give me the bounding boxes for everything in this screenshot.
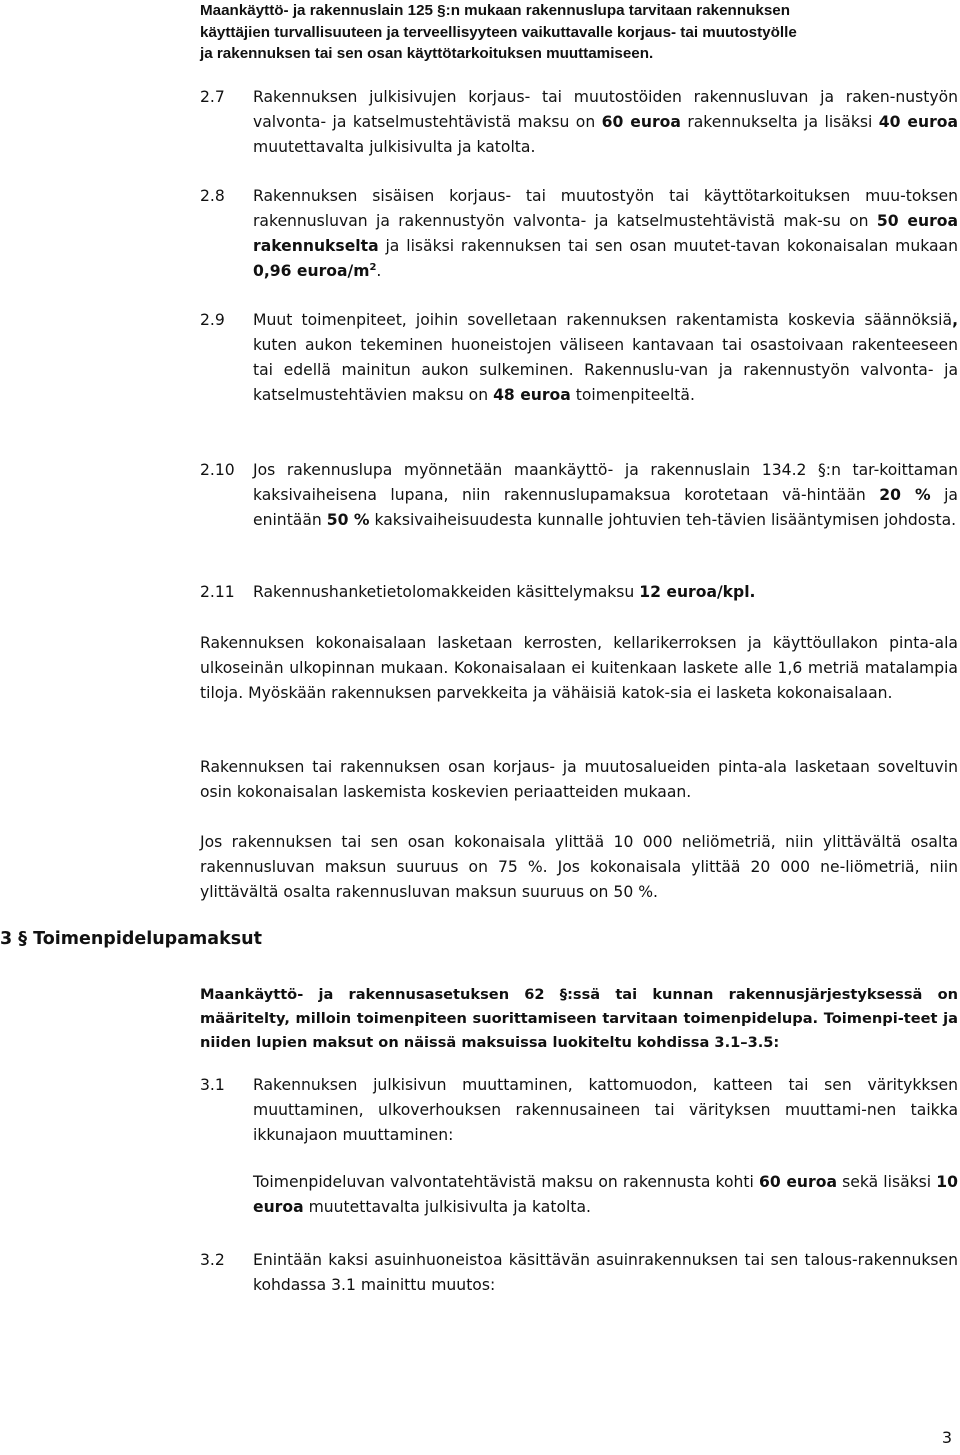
item-2-7 bbox=[200, 85, 958, 160]
page-number: 3 bbox=[941, 1428, 952, 1447]
item-number: 2.7 bbox=[200, 88, 225, 106]
item-number: 2.10 bbox=[200, 461, 235, 479]
item-number: 2.11 bbox=[200, 583, 235, 601]
item-text: Rakennuksen sisäisen korjaus- tai muutostyön tai käyttötarkoituksen muu-toksen rakennusluvan ja rakennustyön valvonta- ja katselmustehtävistä mak-su on 50 euroa rakennukselta ja lisäksi rakennuksen tai sen osan muutet-tavan kokonaisalan mukaan 0,96 euroa/$m^2$. bbox=[253, 187, 958, 280]
ylittaa-paragraph: Jos rakennuksen tai sen osan kokonaisala ylittää 10 000 neliömetriä, niin ylittävältä osalta rakennusluvan maksun suuruus on 75 %. Jos kokonaisala ylittää 20 000 ne-liömetriä, niin ylittävältä osalta rakennusluvan maksun suuruus on 50 %. bbox=[200, 833, 958, 901]
item-text: Rakennuksen julkisivujen korjaus- tai muutostöiden rakennusluvan ja raken-nustyön valvonta- ja katselmustehtävistä maksu on 60 euroa rakennukselta ja lisäksi 40 euroa muutettavalta julkisivulta ja katolta. bbox=[253, 88, 959, 156]
intro-line-3: ja rakennuksen tai sen osan käyttötarkoituksen muuttamiseen. bbox=[200, 45, 654, 62]
section-intro: Maankäyttö- ja rakennusasetuksen 62 §:ssä tai kunnan rakennusjärjestyksessä on määritelty, milloin toimenpiteen suorittamiseen tarvitaan toimenpidelupa. Toimenpi-teet ja niiden lupien maksut on näissä maksuissa luokiteltu kohdissa 3.1–3.5: bbox=[200, 986, 958, 1051]
item-2-11 bbox=[200, 580, 958, 605]
item-number: 3.1 bbox=[200, 1076, 225, 1094]
item-text: Jos rakennuslupa myönnetään maankäyttö- ja rakennuslain 134.2 §:n tar-koittaman kaksivaiheisena lupana, niin rakennuslupamaksua korotetaan vä-hintään 20 % ja enintään 50 % kaksivaiheisuudesta kunnalle johtuvien teh-tävien lisääntymisen johdosta. bbox=[253, 461, 958, 529]
item-text: Enintään kaksi asuinhuoneistoa käsittävän asuinrakennuksen tai sen talous-rakennuksen kohdassa 3.1 mainittu muutos: bbox=[253, 1251, 958, 1294]
intro-line-1: Maankäyttö- ja rakennuslain 125 §:n mukaan rakennuslupa tarvitaan rakennuksen bbox=[200, 2, 790, 19]
kokonaisala-paragraph: Rakennuksen kokonaisalaan lasketaan kerrosten, kellarikerroksen ja käyttöullakon pinta-ala ulkoseinän ulkopinnan mukaan. Kokonaisalaan ei kuitenkaan laskete alle 1,6 metriä matalampia tiloja. Myöskään rakennuksen parvekkeita ja vähäisiä katok-sia ei lasketa kokonaisalaan. bbox=[200, 634, 958, 702]
item-2-10 bbox=[200, 458, 958, 533]
pinta-ala-paragraph: Rakennuksen tai rakennuksen osan korjaus- ja muutosalueiden pinta-ala lasketaan soveltuvin osin kokonaisalan laskemista koskevien periaatteiden mukaan. bbox=[200, 758, 958, 801]
item-2-8 bbox=[200, 184, 958, 284]
section-heading: 3 § Toimenpidelupamaksut bbox=[0, 929, 262, 949]
item-text: Rakennuksen julkisivun muuttaminen, kattomuodon, katteen tai sen väritykksen muuttaminen, ulkoverhouksen rakennusaineen tai värityksen muuttami-nen taikka ikkunajaon muuttaminen: bbox=[253, 1076, 958, 1144]
intro-line-2: käyttäjien turvallisuuteen ja terveellisyyteen vaikuttavalle korjaus- tai muutostyölle bbox=[200, 23, 797, 41]
intro-paragraph bbox=[200, 0, 958, 65]
item-3-2 bbox=[200, 1248, 958, 1298]
item-text: Muut toimenpiteet, joihin sovelletaan rakennuksen rakentamista koskevia säännöksiä, kuten aukon tekeminen huoneistojen väliseen kantavaan tai osastoivaan rakenteeseen tai edellä mainitun aukon sulkeminen. Rakennuslu-van ja rakennustyön valvonta- ja katselmustehtävien maksu on 48 euroa toimenpiteeltä. bbox=[253, 311, 958, 404]
item-number: 2.9 bbox=[200, 311, 225, 329]
item-number: 3.2 bbox=[200, 1251, 225, 1269]
item-fee-text: Toimenpideluvan valvontatehtävistä maksu on rakennusta kohti 60 euroa sekä lisäksi 10 euroa muutettavalta julkisivulta ja katolta. bbox=[253, 1173, 958, 1216]
item-text: Rakennushanketietolomakkeiden käsittelymaksu 12 euroa/kpl. bbox=[253, 583, 756, 601]
item-2-9 bbox=[200, 308, 958, 408]
item-3-1 bbox=[200, 1073, 958, 1220]
item-number: 2.8 bbox=[200, 187, 225, 205]
